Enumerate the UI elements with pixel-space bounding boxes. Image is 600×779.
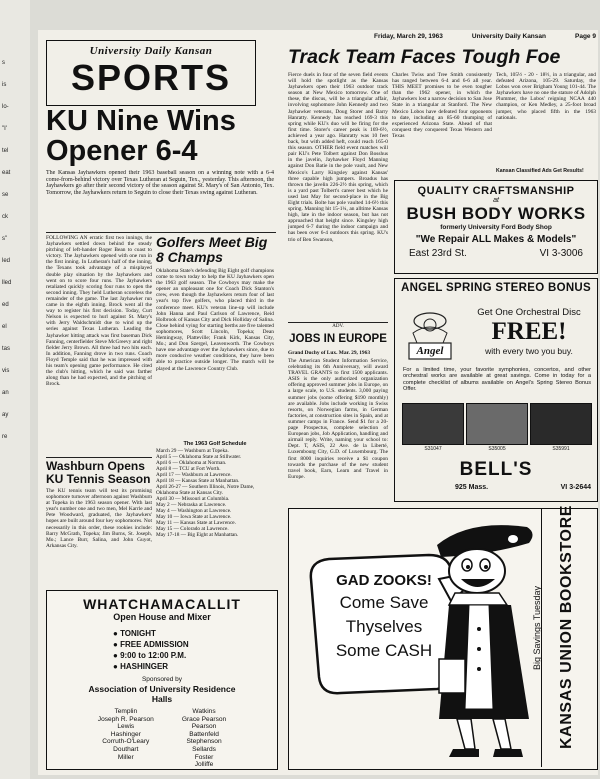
hall-name: Douthart xyxy=(113,745,139,753)
ad-bullet: ● 9:00 to 12:00 P.M. xyxy=(113,651,187,660)
bush-phone: VI 3-3006 xyxy=(539,248,583,259)
album-art-icon xyxy=(530,403,592,445)
schedule-line: May 10 — Iowa State at Lawrence. xyxy=(156,514,232,520)
bookstore-tagline: Big Savings Tuesday xyxy=(532,585,542,671)
ku-nine-headline: KU Nine Wins Opener 6-4 xyxy=(46,105,236,167)
schedule-line: April 5 — Oklahoma State at Stillwater. xyxy=(156,454,242,460)
schedule-line: April 26-27 — Southern Illinois, Notre Dame, Oklahoma State at Kansas City. xyxy=(156,484,255,496)
bush-at: at xyxy=(493,197,499,204)
ad-bullet: ● TONIGHT xyxy=(113,629,156,638)
hall-name: Corruth-O'Leary xyxy=(102,738,150,746)
bush-body-works-ad xyxy=(394,180,598,274)
golf-schedule-title: The 1963 Golf Schedule xyxy=(183,441,247,447)
schedule-line: April 6 — Oklahoma at Norman. xyxy=(156,460,227,466)
halls-right xyxy=(182,708,226,769)
margin-fragment: an xyxy=(2,390,9,396)
hall-name: Sellards xyxy=(192,745,216,753)
ku-nine-body: FOLLOWING AN erratic first two innings, the Jayhawkers settled down behind the steady pitching of left-hander Roger Bean to coast to victory. The Jayhawkers opened with one run in the first inning. In Lutheran's half of the inning, the Texans took advantage of a misplayed double play situation by the Jayhawkers and went on to score four runs. The Jayhawkers retaliated quickly scoring four runs to open the second inning. They held Lutheran scoreless the remainder of the game. The last Jayhawker run came in the eighth inning. Brock went all the way to register his first decision. Today, Curt Nelson is expected to hurl against St. Mary's with Jerry Waldschmidt due to wind up the series against Texas Lutheran. Leading the Jayhawker hitting attack was first baseman Dick Fanning, centerfielder Steve McGreevy and right fielder Jerry Brown. All three had two hits each. In addition, Fanning drove in two runs. Coach Floyd Temple said that he was impressed with his team's opening game performance. He cited the club's hitting, which he said was farther along than he had expected, and the pitching of Brock. xyxy=(46,235,152,388)
washburn-body: The KU tennis team will test its promising sophomore turnover afternoon against Washburn at Topeka in the 1963 season opener. With last year's number one and two men, Mel Karrle and Pete Woodward, graduated, the Jayhawkers' hopes are built around four key sophomores. Not necessarily in this order, these rookies include: Barry McGrath, Topeka; Jim Burns, St. Joseph, Mo.; Lance Burr, Salina, and John Guyot, Arkansas City. xyxy=(46,488,152,549)
angel-get: Get One Orchestral Disc xyxy=(477,307,581,318)
jobs-article xyxy=(288,324,388,534)
bush-name: BUSH BODY WORKS xyxy=(406,204,586,223)
schedule-line: May 15 — Colorado at Lawrence. xyxy=(156,526,229,532)
hall-name: Templin xyxy=(114,708,138,715)
record-number: S35005 xyxy=(488,446,506,452)
golf-schedule xyxy=(156,448,274,538)
margin-fragment: vis xyxy=(2,368,10,374)
album-art-icon xyxy=(402,403,464,445)
record-cover xyxy=(467,403,527,453)
jobs-body: The American Student Information Service, celebrating its 6th Anniversary, will award TRAVEL GRANTS to first 1500 applicants. ASIS is the only authorized organization offering approved summer jobs in Europe, on a large scale, to U.S. students. 3,000 paying summer jobs (some offering $190 monthly) are available. Jobs include working in Swiss resorts, on Norwegian farms, in German factories, at construction sites in Spain, and at summer camps in France. Send $1 for a 20-page Prospectus, complete selection of European jobs, Job Application, handling and airmail reply. Write, naming your school to: Dept. T, ASIS, 22 Ave. de la Liberté, Luxembourg City, G.D. of Luxembourg. The first 8000 inquiries receive a $1 coupon towards the purchase of the new student travel book, Earn, Learn and Travel in Europe. xyxy=(288,358,388,480)
margin-fragment: ck xyxy=(2,214,8,220)
record-cover xyxy=(531,403,591,453)
angel-title: ANGEL SPRING STEREO BONUS xyxy=(400,282,592,294)
margin-fragment: lo- xyxy=(2,104,9,110)
record-cover xyxy=(403,403,463,453)
bush-repair: "We Repair ALL Makes & Models" xyxy=(415,234,577,245)
angel-logo xyxy=(403,307,457,361)
bubble-line: GAD ZOOKS! xyxy=(336,572,432,589)
halls-left xyxy=(98,708,154,769)
hall-name: Miller xyxy=(117,753,134,761)
sports-masthead xyxy=(46,40,256,106)
hall-name: Lewis xyxy=(117,723,135,731)
bullet-dot-icon: ● xyxy=(113,651,121,660)
angel-stereo-ad xyxy=(394,278,598,502)
bullet-dot-icon: ● xyxy=(113,662,121,671)
bush-address: East 23rd St. xyxy=(409,248,467,259)
hall-name: Stephenson xyxy=(186,738,222,746)
record-covers xyxy=(403,403,591,453)
ad-bullet: ● FREE ADMISSION xyxy=(113,640,189,649)
bells-store: BELL'S xyxy=(459,459,533,480)
album-art-icon xyxy=(466,403,528,445)
margin-fragment: el xyxy=(2,324,7,330)
margin-fragment: tel xyxy=(2,148,9,154)
left-margin-fragments xyxy=(0,0,30,779)
schedule-line: May 17-18 — Big Eight at Manhattan. xyxy=(156,532,239,538)
schedule-line: May 11 — Kansas State at Lawrence. xyxy=(156,520,236,526)
bubble-line: Thyselves xyxy=(345,617,423,636)
speech-bubble-text xyxy=(321,571,447,663)
angel-desc: For a limited time, your favorite symphonies, concertos, and other orchestral works are available at great savings. Come in today for a complete checklist of albums available on Angel's Spring Stereo Bonus Offer. xyxy=(403,367,591,393)
schedule-line: April 18 — Kansas State at Manhattan. xyxy=(156,478,240,484)
margin-fragment: s" xyxy=(2,236,8,242)
schedule-line: March 29 — Washburn at Topeka. xyxy=(156,448,229,454)
ad-subtitle: Open House and Mixer xyxy=(113,612,211,622)
golfers-headline: Golfers Meet Big 8 Champs xyxy=(156,234,268,265)
track-col3: Tech, 105½ - 20 - 18½, in a triangular, and defeated Arizona, 105-29. Saturday, the Lobos won over Brigham Young 101-44. The Jayhawkers have no one the stature of Adolph Plummer, the Lobos' reigning NCAA 440 champion, or Ken Medley, a 25-foot broad jumper, who placed fifth in the 1963 nationals. xyxy=(496,72,596,121)
classified-tag: Kansan Classified Ads Get Results! xyxy=(496,168,584,174)
bells-address: 925 Mass. xyxy=(455,484,489,491)
ku-nine-lead: The Kansas Jayhawkers opened their 1963 baseball season on a winning note with a 6-4 come-from-behind victory over Texas Lutheran at Seguin, Tex., yesterday. This afternoon, the Jayhawkers go after their second victory of the season against St. Mary's of San Antonio, Tex. Tomorrow, the Jayhawkers return to Seguin to close their Texas swing against Lutheran. xyxy=(46,170,274,196)
sponsor-label: Sponsored by xyxy=(141,676,183,683)
angel-with: with every two you buy. xyxy=(485,346,573,356)
bells-phone: VI 3-2644 xyxy=(560,484,591,491)
bubble-line: Some CASH xyxy=(335,641,433,660)
adv-tag: ADV. xyxy=(332,324,344,329)
hall-name: Joseph R. Pearson xyxy=(97,715,154,723)
bookstore-banner xyxy=(532,504,596,767)
washburn-headline: Washburn Opens KU Tennis Season xyxy=(46,459,151,486)
hall-name: Pearson xyxy=(191,723,217,731)
header-date: Friday, March 29, 1963 xyxy=(374,33,443,40)
hall-name: Jolliffe xyxy=(194,761,214,769)
bullet-dot-icon: ● xyxy=(113,640,121,649)
bullet-dot-icon: ● xyxy=(113,629,121,638)
record-number: S35991 xyxy=(552,446,570,452)
bubble-line: Come Save xyxy=(339,593,429,612)
hall-name: Grace Pearson xyxy=(181,715,227,723)
track-headline: Track Team Faces Tough Foe xyxy=(288,46,561,68)
jobs-dateline: Grand Duchy of Lux. Mar. 29, 1963 xyxy=(288,350,371,356)
record-number: S31047 xyxy=(424,446,442,452)
schedule-line: April 30 — Missouri at Columbia. xyxy=(156,496,230,502)
bookstore-name: KANSAS UNION BOOKSTORE xyxy=(558,504,575,750)
margin-fragment: ed xyxy=(2,302,9,308)
golfers-article xyxy=(156,235,274,591)
angel-logo-text: Angel xyxy=(416,345,444,357)
jobs-headline: JOBS IN EUROPE xyxy=(289,333,387,345)
track-col2: Charles Twiss and Tree Smith consistently has ranged between 6-4 and 6-6 all year. THIS MEET promises to be even tougher than the 1962 opener, in which the Jayhawkers lost a narrow decision to San Jose State in a triangular at Stanford. The New Mexico Lobos have defeated four opponents to date, including an 85-60 thumping of experienced Arizona State. Ahead of that conquest they conquered Texas Western and Texas xyxy=(392,72,492,139)
ad-bullets xyxy=(113,628,277,672)
margin-fragment: s xyxy=(2,60,5,66)
page-header xyxy=(374,33,596,40)
header-paper: University Daily Kansan xyxy=(471,33,546,40)
margin-fragment: led xyxy=(2,258,11,264)
track-col1: Fierce duels in four of the seven field events will hold the spotlight as the Kansas Jayhawkers open their 1963 outdoor track season at New Mexico tomorrow. One of these, the discus, will be a triangular affair, involving sophomore John Kennedy and two Jayhawker veterans, Doug Storer and Barry Hanratty. Kennedy has reached 169-3 this spring while KU's duo will be firing for the first time. Storer's career peak is 169-6½, achieved a year ago. Hanratty was 10 feet back, but with added heft, could reach 165-0 this season. OTHER field event matches will pair KU's Pete Tolbert against Don Bosshus in the javelin, Jayhawker Floyd Manning against Don Batie in the pole vault, and New Mexico's Larry Kingsley against Kansas' three capable high jumpers. Broadus has thrown the javelin 226-2½ this spring, which is a yard past Tolbert's career best which he used last May for second-place in the Big Eight trials. Bolte has pole vaulted 14-6½ this spring. Manning hit 15-1¼, an alltime Kansas high, late in the indoor season, but has not approached that height since. Kingsley high jumped 6-7 during the indoor campaign and has been over 6-4 outdoors this spring. KU's trio of Ben Swanson, xyxy=(288,72,388,243)
whatchamacallit-ad xyxy=(46,590,278,770)
margin-fragment: re xyxy=(2,434,8,440)
margin-fragment: lled xyxy=(2,280,12,286)
hall-name: Battenfeld xyxy=(189,730,219,738)
ad-title: WHATCHAMACALLIT xyxy=(83,596,241,612)
bush-formerly: formerly University Ford Body Shop xyxy=(440,224,552,231)
margin-fragment: tas xyxy=(2,346,11,352)
sponsor-name: Association of University Residence Halls xyxy=(88,684,236,704)
schedule-line: May 4 — Washington at Lawrence. xyxy=(156,508,232,514)
nameplate: University Daily Kansan xyxy=(89,45,213,57)
margin-fragment: eat xyxy=(2,170,11,176)
bookstore-ad xyxy=(288,504,598,770)
schedule-line: May 2 — Nebraska at Lawrence. xyxy=(156,502,227,508)
bush-top: QUALITY CRAFTSMANSHIP xyxy=(417,185,575,197)
hall-name: Hashinger xyxy=(110,730,141,738)
ad-bullet: ● HASHINGER xyxy=(113,662,169,671)
margin-fragment: se xyxy=(2,192,9,198)
hall-name: Watkins xyxy=(192,708,216,715)
schedule-line: April 8 — TCU at Fort Worth. xyxy=(156,466,221,472)
margin-fragment: ay xyxy=(2,412,9,418)
newspaper-page xyxy=(38,30,598,775)
header-page: Page 9 xyxy=(575,33,596,40)
margin-fragment: is xyxy=(2,82,7,88)
margin-fragment: "I' xyxy=(2,126,7,132)
hall-name: Foster xyxy=(194,753,214,761)
angel-free: FREE! xyxy=(491,318,567,345)
schedule-line: April 17 — Washburn at Lawrence. xyxy=(156,472,232,478)
section-title: SPORTS xyxy=(70,57,232,98)
golfers-body: Oklahoma State's defending Big Eight golf champions come to town today to help the KU Jayhawkers open the 1963 golf season. The Cowboys may make the opener an unpleasant one for Coach Dick Stanton's crew, even though the Jayhawkers return four of last year's top five golfers, who placed third in the conference meet. KU's veteran line-up will include John Hanna and Paul Carlson of Lawrence, Reid Holbrook of Kansas City and Dick Holliday of Salina. Close behind vying for starting berths are five talented sophomores, Scott Lincoln, Topeka; Dean Hemingway, Platteville; Frank Kirk, Kansas City, Mo.; and Don Szergel, Leavenworth. The Cowboys have one advantage over the Jayhawkers since, due to more conducive weather conditions, they have been able to practice outside longer. The match will be played at the Lawrence Country Club. xyxy=(156,268,274,372)
